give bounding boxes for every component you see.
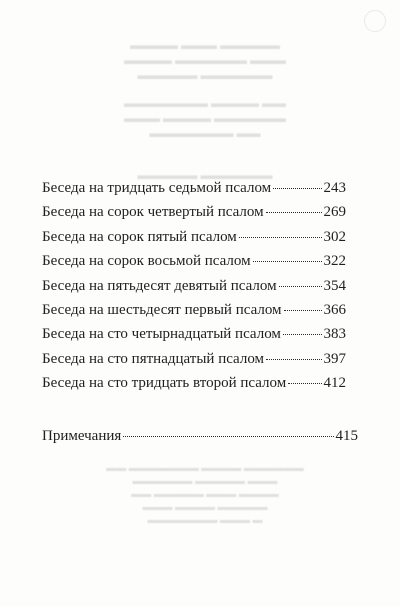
toc-entry	[42, 302, 346, 326]
toc-notes-page: 415	[335, 428, 358, 444]
toc-notes	[42, 428, 358, 452]
toc-entry-title: Беседа на шестьдесят первый псалом	[42, 301, 282, 318]
dot-leader	[266, 212, 322, 213]
dot-leader	[288, 383, 321, 384]
toc-entry-page: 383	[323, 326, 346, 343]
dot-leader	[266, 359, 321, 360]
toc-entry-page: 366	[323, 301, 346, 318]
toc-entry	[42, 351, 346, 375]
show-through-text: ▬▬▬▬▬ ▬▬▬ ▬▬▬▬ ▬▬▬ ▬▬▬▬▬▬ ▬▬▬▬ ▬▬▬▬▬▬ ▬▬▬▬▬	[124, 38, 286, 82]
toc-notes-title: Примечания	[42, 428, 122, 444]
toc-entry-title: Беседа на сто четырнадцатый псалом	[42, 326, 281, 343]
toc-entry-title: Беседа на сорок пятый псалом	[42, 228, 237, 245]
dot-leader	[283, 334, 322, 335]
toc-entry	[42, 180, 346, 204]
toc-entry-notes	[42, 428, 358, 452]
show-through-text: ▬▬ ▬▬▬▬ ▬▬▬▬▬▬▬ ▬▬▬▬▬▬ ▬▬▬▬ ▬▬▬ ▬▬ ▬▬▬▬▬▬▬	[124, 96, 286, 140]
toc-entry	[42, 278, 346, 302]
show-through-text: ▬▬▬▬▬▬ ▬▬▬▬▬	[137, 168, 273, 182]
toc-entry-page: 269	[323, 204, 346, 221]
table-of-contents	[42, 180, 346, 400]
toc-entry-title: Беседа на сорок восьмой псалом	[42, 253, 251, 270]
toc-entry	[42, 229, 346, 253]
toc-entry-title: Беседа на пятьдесят девятый псалом	[42, 277, 277, 294]
toc-entry-page: 354	[323, 277, 346, 294]
dot-leader	[239, 237, 322, 238]
toc-entry	[42, 326, 346, 350]
toc-entry-title: Беседа на сорок четвертый псалом	[42, 204, 264, 221]
toc-entry	[42, 253, 346, 277]
toc-entry-title: Беседа на сто пятнадцатый псалом	[42, 350, 265, 367]
toc-entry-title: Беседа на сто тридцать второй псалом	[42, 375, 287, 392]
toc-entry-page: 397	[323, 350, 346, 367]
toc-entry-page: 322	[323, 253, 346, 270]
toc-entry	[42, 204, 346, 228]
toc-entry-page: 243	[323, 180, 346, 196]
page-corner-mark	[364, 10, 386, 32]
dot-leader	[253, 261, 322, 262]
dot-leader	[284, 310, 322, 311]
toc-entry-page: 412	[323, 375, 346, 392]
toc-entry	[42, 375, 346, 399]
dot-leader	[273, 188, 321, 189]
toc-entry-page: 302	[323, 228, 346, 245]
dot-leader	[279, 286, 322, 287]
dot-leader	[123, 436, 333, 437]
toc-entry-title: Беседа на тридцать седьмой псалом	[42, 180, 272, 196]
show-through-text: ▬▬▬▬▬▬ ▬▬▬▬ ▬▬▬▬▬▬▬ ▬▬ ▬▬▬ ▬▬▬▬▬ ▬▬▬▬▬▬ ▬▬▬▬ ▬▬▬ ▬▬▬▬▬ ▬▬ ▬▬▬▬▬ ▬▬▬▬ ▬▬▬ ▬ ▬▬▬ ▬▬▬▬▬▬▬	[106, 463, 304, 526]
